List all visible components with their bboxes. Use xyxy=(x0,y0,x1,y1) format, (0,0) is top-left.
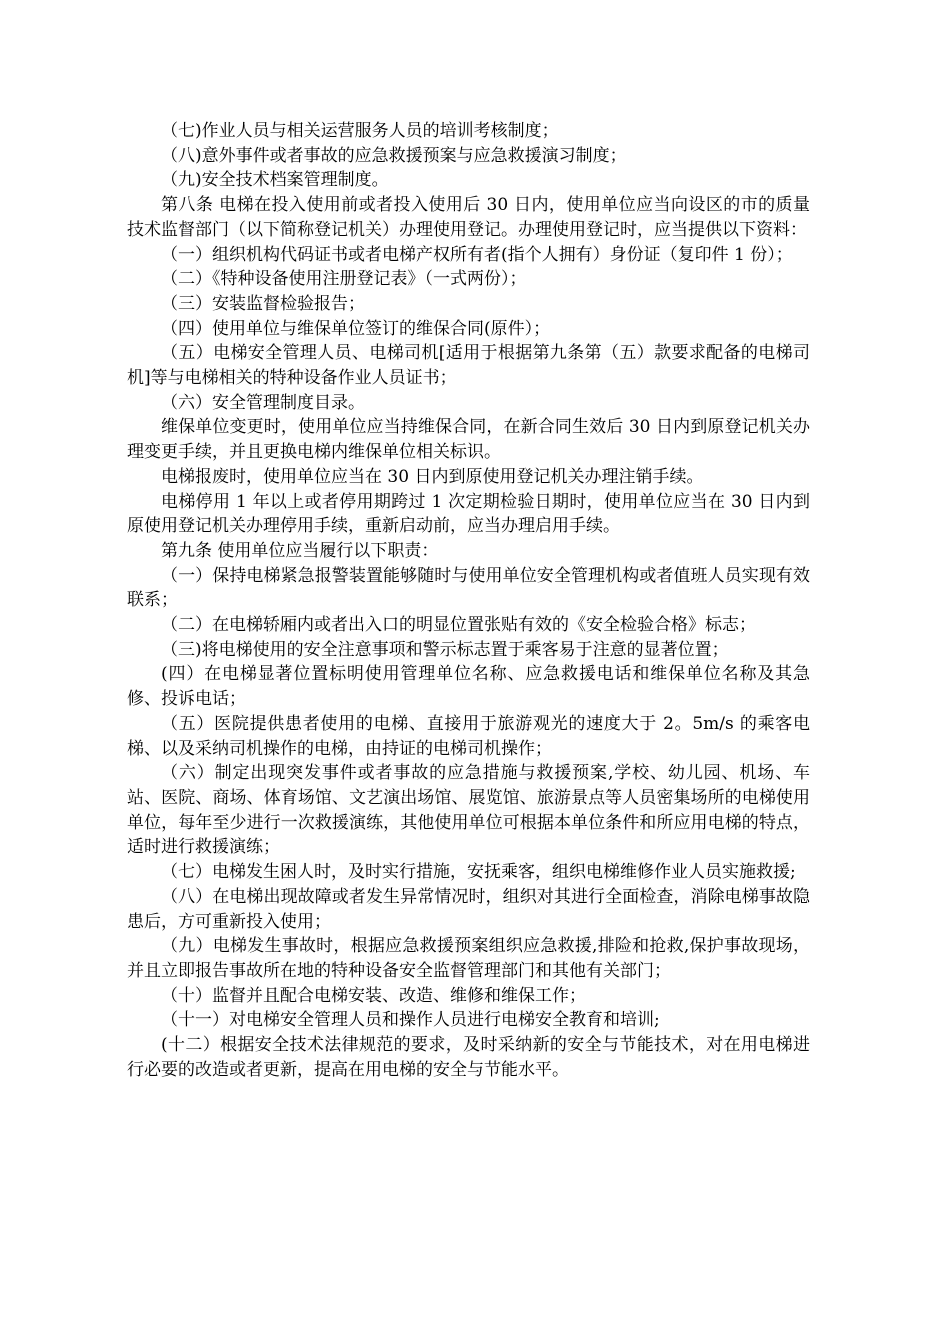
article-8-heading: 第八条 电梯在投入使用前或者投入使用后 30 日内，使用单位应当向设区的市的质量技术监督部门（以下简称登记机关）办理使用登记。办理使用登记时，应当提供以下资料： xyxy=(127,195,810,240)
duty-item-3: （三)将电梯使用的安全注意事项和警示标志置于乘客易于注意的显著位置； xyxy=(161,639,729,660)
paragraph-item-4: （四）使用单位与维保单位签订的维保合同(原件）； xyxy=(161,318,551,339)
duty-item-5: （五）医院提供患者使用的电梯、直接用于旅游观光的速度大于 2。5m/s 的乘客电梯、以及采纳司机操作的电梯，由持证的电梯司机操作； xyxy=(127,713,810,759)
paragraph-maintenance-change: 维保单位变更时，使用单位应当持维保合同，在新合同生效后 30 日内到原登记机关办理变更手续，并且更换电梯内维保单位相关标识。 xyxy=(127,417,810,463)
article-9-heading: 第九条 使用单位应当履行以下职责： xyxy=(161,540,439,561)
duty-item-12: (十二）根据安全技术法律规范的要求，及时采纳新的安全与节能技术，对在用电梯进行必要的改造或者更新，提高在用电梯的安全与节能水平。 xyxy=(127,1035,810,1080)
paragraph-item-2: （二）《特种设备使用注册登记表》（一式两份）； xyxy=(161,269,527,290)
duty-item-10: （十）监督并且配合电梯安装、改造、维修和维保工作； xyxy=(161,985,586,1006)
duty-item-8: （八）在电梯出现故障或者发生异常情况时，组织对其进行全面检查，消除电梯事故隐患后，方可重新投入使用； xyxy=(127,886,810,932)
duty-item-6: （六）制定出现突发事件或者事故的应急措施与救援预案,学校、幼儿园、机场、车站、医院、商场、体育场馆、文艺演出场馆、展览馆、旅游景点等人员密集场所的电梯使用单位，每年至少进行一次救援演练，其他使用单位可根据本单位条件和所应用电梯的特点，适时进行救援演练； xyxy=(127,763,810,858)
duty-item-7: （七）电梯发生困人时，及时实行措施，安抚乘客，组织电梯维修作业人员实施救援; xyxy=(161,862,796,883)
paragraph-item-8: （八)意外事件或者事故的应急救援预案与应急救援演习制度； xyxy=(161,145,627,166)
paragraph-suspension: 电梯停用 1 年以上或者停用期跨过 1 次定期检验日期时，使用单位应当在 30 日内到原使用登记机关办理停用手续，重新启动前，应当办理启用手续。 xyxy=(127,491,810,537)
paragraph-item-6: （六）安全管理制度目录。 xyxy=(161,392,365,413)
document-body xyxy=(127,119,810,1082)
paragraph-item-7: （七)作业人员与相关运营服务人员的培训考核制度； xyxy=(161,121,559,141)
duty-item-9: （九）电梯发生事故时，根据应急救援预案组织应急救援,排险和抢救,保护事故现场，并且立即报告事故所在地的特种设备安全监督管理部门和其他有关部门； xyxy=(127,936,810,981)
duty-item-1: （一）保持电梯紧急报警装置能够随时与使用单位安全管理机构或者值班人员实现有效联系； xyxy=(127,565,810,611)
duty-item-4: (四）在电梯显著位置标明使用管理单位名称、应急救援电话和维保单位名称及其急修、投诉电话； xyxy=(127,664,810,710)
paragraph-item-5: （五）电梯安全管理人员、电梯司机[适用于根据第九条第（五）款要求配备的电梯司机]等与电梯相关的特种设备作业人员证书； xyxy=(127,343,810,389)
duty-item-2: （二）在电梯轿厢内或者出入口的明显位置张贴有效的《安全检验合格》标志； xyxy=(161,615,756,636)
duty-item-11: （十一）对电梯安全管理人员和操作人员进行电梯安全教育和培训; xyxy=(161,1010,660,1031)
paragraph-item-9: （九)安全技术档案管理制度。 xyxy=(161,170,389,191)
paragraph-scrap: 电梯报废时，使用单位应当在 30 日内到原使用登记机关办理注销手续。 xyxy=(161,466,704,487)
paragraph-item-1: （一）组织机构代码证书或者电梯产权所有者(指个人拥有）身份证（复印件 1 份）； xyxy=(161,244,793,265)
paragraph-item-3: （三）安装监督检验报告； xyxy=(161,293,365,314)
